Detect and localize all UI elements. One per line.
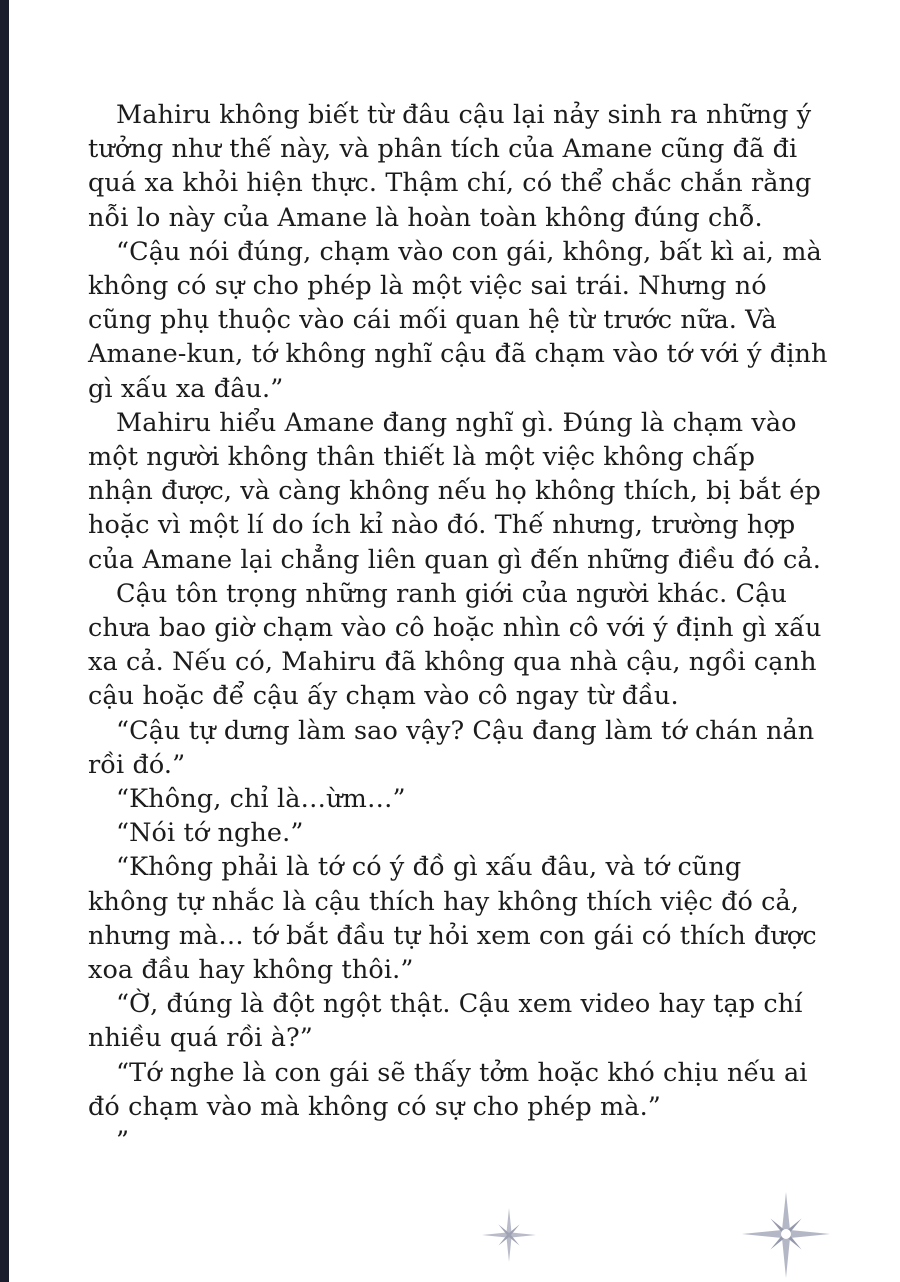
paragraph: “Không phải là tớ có ý đồ gì xấu đâu, và tớ cũng không tự nhắc là cậu thích hay không thích việc đó cả, nhưng mà… tớ bắt đầu tự hỏi xem con gái có thích được xoa đầu hay không thôi.” <box>88 852 817 986</box>
page-edge <box>0 0 9 1282</box>
paragraph: “Không, chỉ là…ừm…” <box>116 784 406 815</box>
novel-page-text <box>88 98 828 1158</box>
paragraph: “Ờ, đúng là đột ngột thật. Cậu xem video hay tạp chí nhiều quá rồi à?” <box>88 989 803 1054</box>
paragraph: “Tớ nghe là con gái sẽ thấy tởm hoặc khó chịu nếu ai đó chạm vào mà không có sự cho phép mà.” <box>88 1057 808 1122</box>
paragraph: Mahiru không biết từ đâu cậu lại nảy sinh ra những ý tưởng như thế này, và phân tích của Amane cũng đã đi quá xa khỏi hiện thực. Thậm chí, có thể chắc chắn rằng nỗi lo này của Amane là hoàn toàn không đúng chỗ. <box>88 100 812 233</box>
paragraph: “Cậu tự dưng làm sao vậy? Cậu đang làm tớ chán nản rồi đó.” <box>88 715 815 780</box>
paragraph: ” <box>116 1126 130 1157</box>
paragraph: Mahiru hiểu Amane đang nghĩ gì. Đúng là chạm vào một người không thân thiết là một việc không chấp nhận được, và càng không nếu họ không thích, bị bắt ép hoặc vì một lí do ích kỉ nào đó. Thế nhưng, trường hợp của Amane lại chẳng liên quan gì đến những điều đó cả. <box>88 407 821 575</box>
paragraph: “Nói tớ nghe.” <box>116 818 304 849</box>
paragraph: “Cậu nói đúng, chạm vào con gái, không, bất kì ai, mà không có sự cho phép là một việc sai trái. Nhưng nó cũng phụ thuộc vào cái mối quan hệ từ trước nữa. Và Amane-kun, tớ không nghĩ cậu đã chạm vào tớ với ý định gì xấu xa đâu.” <box>88 236 828 404</box>
sparkle-icon <box>474 1200 544 1270</box>
sparkle-icon <box>736 1186 836 1282</box>
paragraph: Cậu tôn trọng những ranh giới của người khác. Cậu chưa bao giờ chạm vào cô hoặc nhìn cô với ý định gì xấu xa cả. Nếu có, Mahiru đã không qua nhà cậu, ngồi cạnh cậu hoặc để cậu ấy chạm vào cô ngay từ đầu. <box>88 578 822 712</box>
